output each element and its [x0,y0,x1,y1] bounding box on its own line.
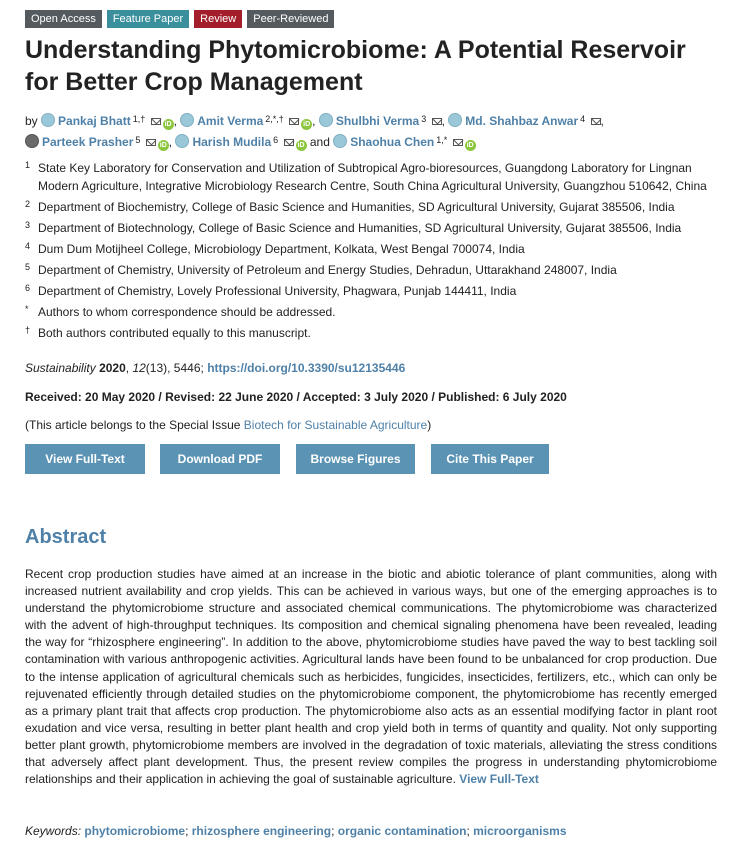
author-separator: , [600,114,604,128]
affiliation-number: 4 [25,241,31,251]
keyword-link[interactable]: phytomicrobiome [84,824,186,838]
envelope-icon[interactable] [151,118,161,125]
affiliation-text: Department of Biotechnology, College of Basic Science and Humanities, SD Agricultural University, Gujarat 385506, India [38,221,682,235]
affiliation-item [25,303,725,321]
orcid-icon[interactable]: iD [466,142,474,149]
affiliation-item [25,324,725,342]
affiliation-number: 3 [25,220,31,230]
avatar [25,134,39,148]
badge-row [25,10,334,28]
author-separator: , [168,135,173,149]
author-link[interactable]: Shulbhi Verma [335,114,420,128]
orcid-icon[interactable]: iD [164,121,172,128]
affiliation-text: Dum Dum Motijheel College, Microbiology Department, Kolkata, West Bengal 700074, India [38,242,525,256]
article-title: Understanding Phytomicrobiome: A Potential Reservoir for Better Crop Management [25,36,686,96]
affiliation-list [25,159,725,345]
special-issue-link[interactable]: Biotech for Sustainable Agriculture [243,418,428,432]
special-issue-prefix: (This article belongs to the Special Issue [25,418,244,432]
affiliation-item [25,198,725,216]
citation-issue: (13) [145,361,168,375]
avatar [319,113,333,127]
affiliation-item [25,219,725,237]
affiliation-number: * [25,304,29,314]
keywords-line: Keywords: phytomicrobiome; rhizosphere engineering; organic contamination; microorganisms [25,824,567,838]
author-separator: , [441,114,445,128]
avatar [180,113,194,127]
keyword-link[interactable]: organic contamination [337,824,467,838]
author-superscript: 3 [421,114,427,124]
avatar [175,134,189,148]
author-separator: , [173,114,177,128]
by-label: by [25,114,38,128]
keyword-link[interactable]: microorganisms [473,824,567,838]
author-separator: , [312,114,316,128]
affiliation-text: Department of Biochemistry, College of Basic Science and Humanities, SD Agricultural University, Gujarat 385506, India [38,200,675,214]
abstract-view-full-text-link[interactable]: View Full-Text [459,772,539,787]
affiliation-number: 2 [25,199,31,209]
abstract-heading: Abstract [25,526,107,548]
author-superscript: 6 [273,135,279,145]
orcid-icon[interactable]: iD [303,121,311,128]
author-item [175,135,309,149]
doi-link[interactable]: https://doi.org/10.3390/su12135446 [207,361,406,375]
badge-review: Review [194,10,242,28]
author-link[interactable]: Harish Mudila [192,135,272,149]
badge-open-access: Open Access [25,10,102,28]
citation-line: Sustainability 2020, 12(13), 5446; https://doi.org/10.3390/su12135446 [25,361,406,375]
cite-this-paper-button[interactable]: Cite This Paper [431,444,549,474]
author-superscript: 2,*,† [265,114,284,124]
citation-year: 2020 [99,361,126,375]
affiliation-text: Department of Chemistry, Lovely Professional University, Phagwara, Punjab 144411, India [38,284,517,298]
badge-feature-paper: Feature Paper [107,10,189,28]
affiliation-text: Authors to whom correspondence should be addressed. [38,305,336,319]
abstract-paragraph: Recent crop production studies have aimed at an increase in the biotic and abiotic tolerance of plant communities, along with increased nutrient availability and crop yields. This can be achieved in various ways, but one of the emerging approaches is to understand the phytomicrobiome structure and associated chemical communications. The phytomicrobiome was characterized with the advent of high-throughput techniques. Its composition and chemical signaling phenomena have been revealed, leading the way for “rhizosphere engineering”. In addition to the above, phytomicrobiome studies have paved the way to best tackling soil contamination with various anthropogenic activities. Agricultural lands have been found to be unbalanced for crop production. Due to the intense application of agricultural chemicals such as herbicides, fungicides, insecticides, fertilizers, etc., which can only be rejuvenated efficiently through detailed studies on the phytomicrobiome component, the phytomicrobiome has recently emerged as a primary plant trait that affects crop production. The phytomicrobiome also acts as an essential modifying factor in plant root exudation and vice versa, resulting in better plant health and crop yield both in terms of quantity and quality. Not only supporting better plant growth, phytomicrobiome members are involved in the degradation of toxic materials, alleviating the stress conditions that adversely affect plant development. Thus, the present review compiles the progress in understanding phytomicrobiome relationships and their application in achieving the goal of sustainable agriculture. [25,567,717,787]
avatar [333,134,347,148]
author-superscript: 1,† [132,114,146,124]
author-superscript: 5 [135,135,141,145]
author-item [180,114,319,128]
affiliation-number: 5 [25,262,31,272]
affiliation-text: State Key Laboratory for Conservation and Utilization of Subtropical Agro-bioresources, Guangdong Laboratory for Lingnan Modern Agriculture, Integrative Microbiology Research Centre, South China Agricultural University, Guangzhou 510642, China [38,161,707,193]
abstract-text [25,566,717,788]
affiliation-item [25,282,725,300]
affiliation-text: Both authors contributed equally to this manuscript. [38,326,311,340]
avatar [448,113,462,127]
journal-name: Sustainability [25,361,96,375]
envelope-icon[interactable] [453,139,463,146]
special-issue-note [25,418,431,432]
author-link[interactable]: Pankaj Bhatt [58,114,131,128]
citation-article: , 5446; [167,361,204,375]
envelope-icon[interactable] [284,139,294,146]
orcid-icon[interactable]: iD [159,142,167,149]
affiliation-number: 6 [25,283,31,293]
view-full-text-button[interactable]: View Full-Text [25,444,145,474]
affiliation-item [25,261,725,279]
publication-dates: Received: 20 May 2020 / Revised: 22 June 2020 / Accepted: 3 July 2020 / Published: 6 July 2020 [25,390,567,404]
affiliation-number: 1 [25,160,31,170]
download-pdf-button[interactable]: Download PDF [160,444,280,474]
and-label: and [309,135,330,149]
author-item [448,114,604,128]
envelope-icon[interactable] [289,118,299,125]
envelope-icon[interactable] [432,118,442,125]
author-link[interactable]: Parteek Prasher [42,135,134,149]
author-list [25,110,725,152]
citation-volume: 12 [132,361,146,375]
keyword-link[interactable]: rhizosphere engineering [191,824,332,838]
badge-peer-reviewed: Peer-Reviewed [247,10,334,28]
author-link[interactable]: Shaohua Chen [350,135,435,149]
affiliation-item [25,240,725,258]
keywords-label: Keywords: [25,824,82,838]
author-link[interactable]: Md. Shahbaz Anwar [465,114,579,128]
author-link[interactable]: Amit Verma [197,114,264,128]
affiliation-number: † [25,325,31,335]
affiliation-text: Department of Chemistry, University of Petroleum and Energy Studies, Dehradun, Uttarakhand 248007, India [38,263,617,277]
orcid-icon[interactable]: iD [297,142,305,149]
author-item [25,135,175,149]
envelope-icon[interactable] [591,118,601,125]
affiliation-item [25,159,725,195]
browse-figures-button[interactable]: Browse Figures [296,444,415,474]
author-item [333,135,475,149]
avatar [41,113,55,127]
author-superscript: 4 [580,114,586,124]
special-issue-suffix: ) [427,418,432,432]
author-item [41,114,180,128]
author-item [319,114,448,128]
author-superscript: 1,* [436,135,448,145]
envelope-icon[interactable] [146,139,156,146]
